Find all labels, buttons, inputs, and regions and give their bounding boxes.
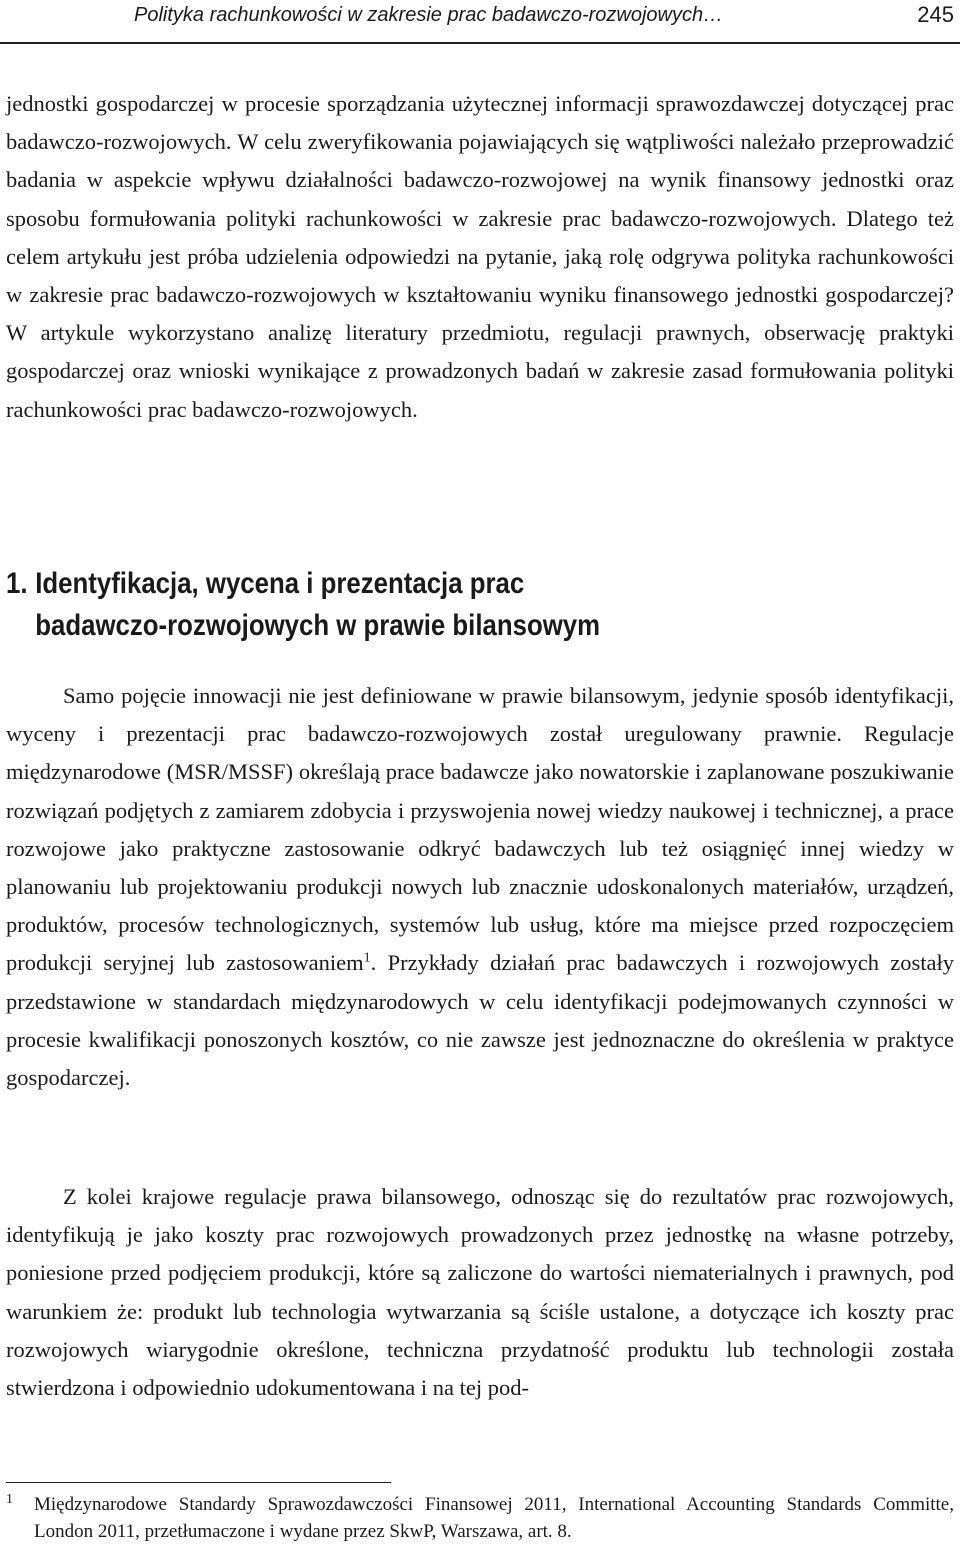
footnote-rule xyxy=(6,1482,391,1483)
paragraph-definitions xyxy=(6,677,954,1097)
section-title-line-2: badawczo-rozwojowych w prawie bilansowym xyxy=(35,609,601,642)
section-title-line-1: Identyfikacja, wycena i prezentacja prac xyxy=(35,567,525,600)
paragraph-definitions-text-b: . Przykłady działań prac badawczych i rozwojowych zostały przedstawione w standardach międzynarodowych w celu identyfikacji podejmowanych czynności w procesie kwalifikacji ponoszonych kosztów, co nie zawsze jest jednoznaczne do określenia w praktyce gospodarczej. xyxy=(6,950,954,1091)
running-header-title: Polityka rachunkowości w zakresie prac badawczo-rozwojowych… xyxy=(134,4,724,26)
page-number: 245 xyxy=(917,2,954,27)
paragraph-intro: jednostki gospodarczej w procesie sporządzania użytecznej informacji sprawozdawczej dotyczącej prac badawczo-rozwojowych. W celu zweryfikowania pojawiających się wątpliwości należało przeprowadzić badania w aspekcie wpływu działalności badawczo-rozwojowej na wynik finansowy jednostki oraz sposobu formułowania polityki rachunkowości w zakresie prac badawczo-rozwojowych. Dlatego też celem artykułu jest próba udzielenia odpowiedzi na pytanie, jaką rolę odgrywa polityka rachunkowości w zakresie prac badawczo-rozwojowych w kształtowaniu wyniku finansowego jednostki gospodarczej? W artykule wykorzystano analizę literatury przedmiotu, regulacji prawnych, obserwację praktyki gospodarczej oraz wnioski wynikające z prowadzonych badań w zakresie zasad formułowania polityki rachunkowości prac badawczo-rozwojowych. xyxy=(6,91,954,422)
footnote-reference[interactable]: 1 xyxy=(363,950,371,966)
paragraph-definitions-text-a: Samo pojęcie innowacji nie jest definiowane w prawie bilansowym, jedynie sposób identyfikacji, wyceny i prezentacji prac badawczo-rozwojowych został uregulowany prawnie. Regulacje międzynarodowe (MSR/MSSF) określają prace badawcze jako nowatorskie i zaplanowane poszukiwanie rozwiązań podjętych z zamiarem zdobycia i przyswojenia nowej wiedzy naukowej i technicznej, a prace rozwojowe jako praktyczne zastosowanie odkryć badawczych lub też osiągnięć innej wiedzy w planowaniu lub projektowaniu produkcji nowych lub znacznie udoskonalonych materiałów, urządzeń, produktów, procesów technologicznych, systemów lub usług, które ma miejsce przed rozpoczęciem produkcji seryjnej lub zastosowaniem xyxy=(6,683,954,976)
paragraph-domestic-regulations: Z kolei krajowe regulacje prawa bilansowego, odnosząc się do rezultatów prac rozwojowych, identyfikują je jako koszty prac rozwojowych prowadzonych przez jednostkę na własne potrzeby, poniesione przed podjęciem produkcji, które są zaliczone do wartości niematerialnych i prawnych, pod warunkiem że: produkt lub technologia wytwarzania są ściśle ustalone, a dotyczące ich koszty prac rozwojowych wiarygodnie określone, techniczna przydatność produktu lub technologii została stwierdzona i odpowiednio udokumentowana i na tej pod- xyxy=(6,1184,954,1401)
header-rule xyxy=(0,42,960,44)
running-header xyxy=(0,0,960,46)
section-number: 1. xyxy=(6,567,28,600)
footnote xyxy=(6,1491,954,1545)
footnote-text: Międzynarodowe Standardy Sprawozdawczości Finansowej 2011, International Accounting Standards Committe, London 2011, przetłumaczone i wydane przez SkwP, Warszawa, art. 8. xyxy=(34,1494,954,1542)
section-heading xyxy=(6,563,821,647)
footnote-mark: 1 xyxy=(6,1492,13,1507)
